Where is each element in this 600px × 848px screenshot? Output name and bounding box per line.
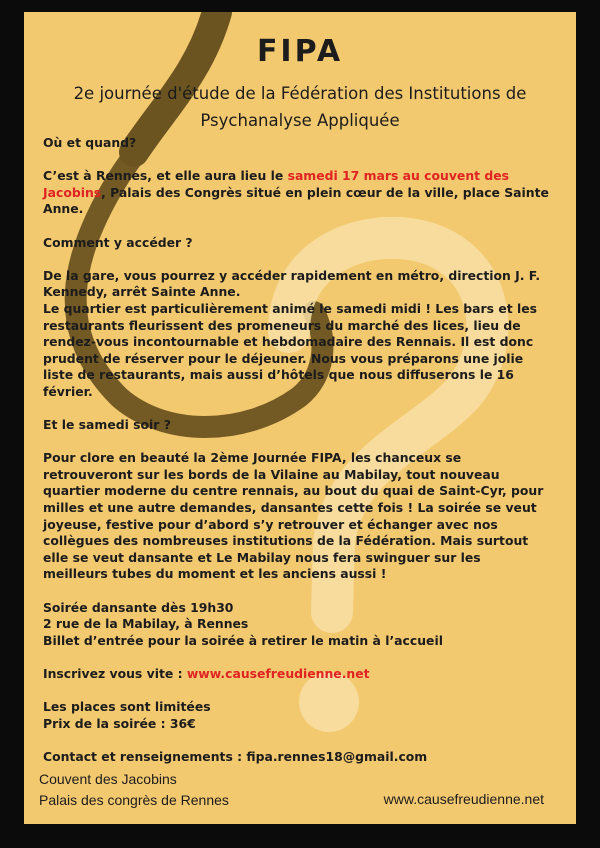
access-paragraph-1: De la gare, vous pourrez y accéder rapidement en métro, direction J. F. Kennedy, arrêt Sainte Anne. — [43, 267, 541, 300]
footer-website[interactable]: www.causefreudienne.net — [383, 791, 544, 807]
body-text — [43, 135, 549, 766]
page-subtitle — [24, 80, 576, 134]
access-heading: Comment y accéder ? — [43, 234, 193, 250]
where-heading: Où et quand? — [43, 135, 137, 150]
footer-venue — [39, 769, 229, 811]
register-label: Inscrivez vous vite : — [43, 666, 187, 681]
register-link[interactable]: www.causefreudienne.net — [186, 666, 370, 681]
soiree-line-1: Soirée dansante dès 19h30 — [43, 599, 234, 615]
where-text-post: , Palais des Congrès situé en plein cœur de la ville, place Sainte Anne. — [43, 184, 549, 217]
footer-venue-line-1: Couvent des Jacobins — [39, 771, 177, 787]
subtitle-line-1: 2e journée d'étude de la Fédération des Institutions de — [73, 84, 527, 103]
where-text-pre: C’est à Rennes, et elle aura lieu le — [43, 168, 288, 184]
footer-venue-line-2: Palais des congrès de Rennes — [39, 792, 229, 808]
places-line-1: Les places sont limitées — [43, 699, 211, 715]
soiree-line-2: 2 rue de la Mabilay, à Rennes — [43, 616, 249, 632]
evening-paragraph: Pour clore en beauté la 2ème Journée FIPA, les chanceux se retrouveront sur les bords de la Vilaine au Mabilay, tout nouveau quartier moderne du centre rennais, au bout du quai de Saint-Cyr, pour milles et une autre demandes, dansantes cette fois ! La soirée se veut joyeuse, festive pour d’abord s’y retrouver et échanger avec nos collègues des nombreuses institutions de la Fédération. Mais surtout elle se veut dansante et Le Mabilay nous fera swinguer sur les meilleurs tubes du moment et les anciens aussi ! — [43, 450, 544, 582]
where-paragraph — [43, 168, 549, 218]
contact-line: Contact et renseignements : fipa.rennes18@gmail.com — [43, 748, 428, 764]
subtitle-line-2: Psychanalyse Appliquée — [200, 111, 400, 130]
page-title: FIPA — [256, 34, 344, 69]
poster — [24, 12, 576, 824]
places-line-2: Prix de la soirée : 36€ — [43, 715, 196, 731]
evening-heading: Et le samedi soir ? — [43, 417, 171, 433]
soiree-line-3: Billet d’entrée pour la soirée à retirer le matin à l’accueil — [43, 632, 443, 648]
where-date-highlight: samedi 17 mars au couvent des Jacobins — [43, 168, 510, 200]
register-line — [43, 666, 549, 683]
access-paragraph-2: Le quartier est particulièrement animé le samedi midi ! Les bars et les restaurants fleurissent des promeneurs du marché des lices, lieu de rendez-vous incontournable et hebdomadaire des Rennais. Il est donc prudent de réserver pour le déjeuner. Nous vous préparons une jolie liste de restaurants, mais aussi d’hôtels que nous diffuserons le 16 février. — [43, 300, 537, 399]
